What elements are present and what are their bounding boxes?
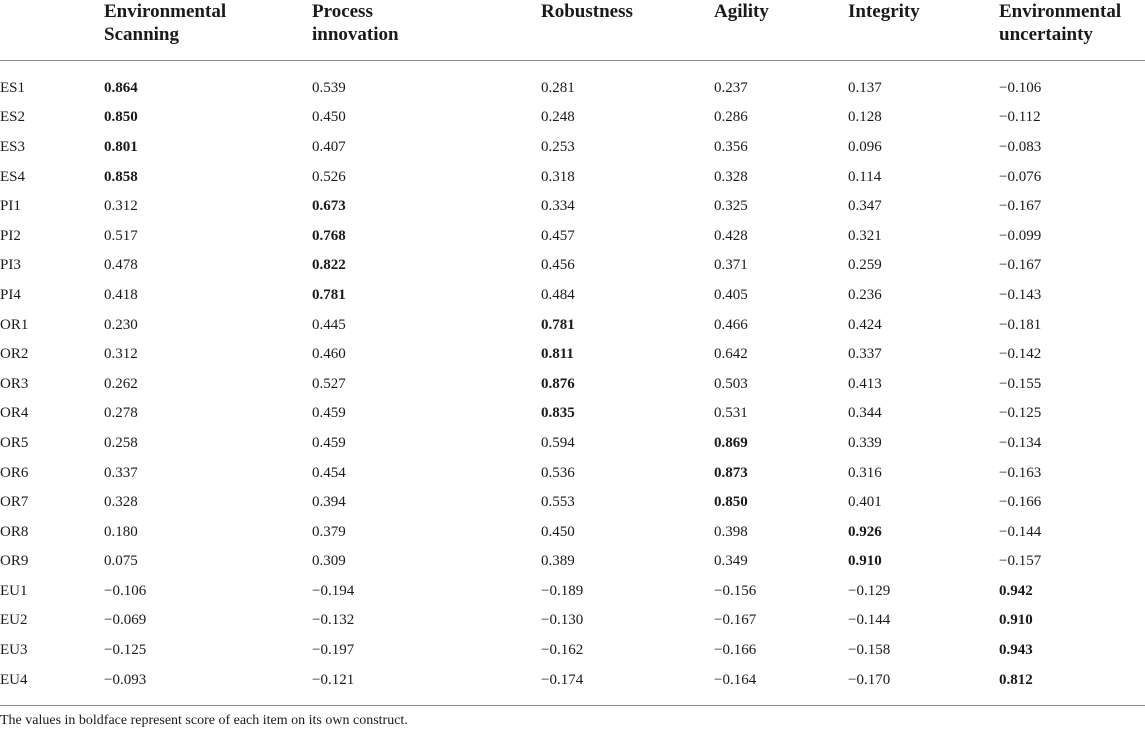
loading-cell: −0.164 bbox=[714, 671, 757, 688]
loading-cell: −0.144 bbox=[999, 523, 1042, 540]
item-label: OR7 bbox=[0, 494, 29, 511]
header-environmental-uncertainty: Environmental uncertainty bbox=[999, 0, 1145, 60]
item-label: EU1 bbox=[0, 582, 28, 599]
loading-cell: 0.942 bbox=[999, 582, 1033, 599]
item-label: OR2 bbox=[0, 346, 29, 363]
loading-cell: −0.181 bbox=[999, 316, 1042, 333]
loading-cell: −0.083 bbox=[999, 138, 1042, 155]
loading-cell: 0.379 bbox=[312, 523, 346, 540]
loading-cell: 0.869 bbox=[714, 434, 748, 451]
loading-cell: 0.768 bbox=[312, 227, 346, 244]
table-row bbox=[0, 547, 1145, 577]
loading-cell: 0.835 bbox=[541, 405, 575, 422]
loading-cell: 0.539 bbox=[312, 79, 346, 96]
loading-cell: −0.106 bbox=[999, 79, 1042, 96]
loading-cell: 0.457 bbox=[541, 227, 575, 244]
loading-cell: 0.318 bbox=[541, 168, 575, 185]
header-environmental-scanning: Environmental Scanning bbox=[104, 0, 312, 60]
spacer-row bbox=[0, 60, 1145, 74]
loading-cell: 0.594 bbox=[541, 434, 575, 451]
loading-cell: 0.328 bbox=[104, 494, 138, 511]
table-row bbox=[0, 133, 1145, 163]
loading-cell: 0.445 bbox=[312, 316, 346, 333]
loading-cell: 0.781 bbox=[541, 316, 575, 333]
loading-cell: −0.093 bbox=[104, 671, 147, 688]
loading-cell: 0.424 bbox=[848, 316, 882, 333]
table-row bbox=[0, 162, 1145, 192]
table-row bbox=[0, 488, 1145, 518]
table-row bbox=[0, 74, 1145, 104]
loading-cell: 0.673 bbox=[312, 198, 346, 215]
loading-cell: 0.450 bbox=[312, 109, 346, 126]
loading-cell: 0.328 bbox=[714, 168, 748, 185]
loading-cell: 0.180 bbox=[104, 523, 138, 540]
loading-cell: 0.517 bbox=[104, 227, 138, 244]
loading-cell: 0.405 bbox=[714, 286, 748, 303]
loading-cell: −0.129 bbox=[848, 582, 891, 599]
item-label: OR9 bbox=[0, 553, 29, 570]
item-label: ES1 bbox=[0, 79, 26, 96]
table-row bbox=[0, 636, 1145, 666]
loading-cell: −0.163 bbox=[999, 464, 1042, 481]
item-label: OR5 bbox=[0, 434, 29, 451]
loading-cell: 0.876 bbox=[541, 375, 575, 392]
item-label: OR6 bbox=[0, 464, 29, 481]
loading-cell: 0.822 bbox=[312, 257, 346, 274]
loading-cell: −0.158 bbox=[848, 642, 891, 659]
loading-cell: 0.413 bbox=[848, 375, 882, 392]
loading-cell: −0.167 bbox=[999, 198, 1042, 215]
loading-cell: 0.858 bbox=[104, 168, 138, 185]
table-footnote: The values in boldface represent score of each item on its own construct. bbox=[0, 713, 408, 728]
table-row bbox=[0, 340, 1145, 370]
loading-cell: 0.407 bbox=[312, 138, 346, 155]
loading-cell: −0.170 bbox=[848, 671, 891, 688]
loading-cell: 0.503 bbox=[714, 375, 748, 392]
loading-cell: 0.349 bbox=[714, 553, 748, 570]
loading-cell: −0.121 bbox=[312, 671, 355, 688]
table-row bbox=[0, 281, 1145, 311]
loading-cell: −0.167 bbox=[714, 612, 757, 629]
header-row bbox=[0, 0, 1145, 60]
loading-cell: −0.099 bbox=[999, 227, 1042, 244]
loading-cell: −0.134 bbox=[999, 434, 1042, 451]
loading-cell: 0.526 bbox=[312, 168, 346, 185]
loading-cell: 0.337 bbox=[104, 464, 138, 481]
table-row bbox=[0, 665, 1145, 695]
loading-cell: 0.347 bbox=[848, 198, 882, 215]
loading-cell: 0.527 bbox=[312, 375, 346, 392]
loading-cell: 0.536 bbox=[541, 464, 575, 481]
loading-cell: 0.248 bbox=[541, 109, 575, 126]
loading-cell: 0.553 bbox=[541, 494, 575, 511]
loading-cell: 0.316 bbox=[848, 464, 882, 481]
bottom-rule bbox=[0, 705, 1145, 706]
loading-cell: 0.873 bbox=[714, 464, 748, 481]
loading-cell: 0.418 bbox=[104, 286, 138, 303]
table-row bbox=[0, 369, 1145, 399]
loading-cell: −0.174 bbox=[541, 671, 584, 688]
loading-cell: 0.321 bbox=[848, 227, 882, 244]
table-row bbox=[0, 251, 1145, 281]
loading-cell: 0.484 bbox=[541, 286, 575, 303]
loading-cell: −0.197 bbox=[312, 642, 355, 659]
loading-cell: 0.312 bbox=[104, 346, 138, 363]
item-label: EU3 bbox=[0, 642, 28, 659]
loading-cell: −0.125 bbox=[104, 642, 147, 659]
loading-cell: −0.132 bbox=[312, 612, 355, 629]
loading-cell: 0.460 bbox=[312, 346, 346, 363]
table-row bbox=[0, 517, 1145, 547]
header-integrity: Integrity bbox=[848, 0, 999, 60]
item-label: PI3 bbox=[0, 257, 21, 274]
loading-cell: 0.459 bbox=[312, 434, 346, 451]
item-label: OR3 bbox=[0, 375, 29, 392]
table-row bbox=[0, 192, 1145, 222]
loading-cell: −0.189 bbox=[541, 582, 584, 599]
loading-cell: 0.258 bbox=[104, 434, 138, 451]
item-label: PI2 bbox=[0, 227, 21, 244]
loading-cell: 0.356 bbox=[714, 138, 748, 155]
header-agility: Agility bbox=[714, 0, 848, 60]
loading-cell: −0.106 bbox=[104, 582, 147, 599]
loading-cell: 0.371 bbox=[714, 257, 748, 274]
item-label: ES2 bbox=[0, 109, 26, 126]
loading-cell: 0.137 bbox=[848, 79, 882, 96]
loading-cell: 0.801 bbox=[104, 138, 138, 155]
table-row bbox=[0, 606, 1145, 636]
loading-cell: 0.337 bbox=[848, 346, 882, 363]
loading-cell: 0.114 bbox=[848, 168, 882, 185]
loading-cell: −0.125 bbox=[999, 405, 1042, 422]
loading-cell: 0.128 bbox=[848, 109, 882, 126]
loading-cell: 0.262 bbox=[104, 375, 138, 392]
item-label: PI1 bbox=[0, 198, 21, 215]
item-label: PI4 bbox=[0, 286, 21, 303]
loading-cell: −0.155 bbox=[999, 375, 1042, 392]
loading-cell: −0.076 bbox=[999, 168, 1042, 185]
loading-cell: 0.850 bbox=[714, 494, 748, 511]
loading-cell: 0.325 bbox=[714, 198, 748, 215]
loading-cell: 0.864 bbox=[104, 79, 138, 96]
loading-cell: 0.478 bbox=[104, 257, 138, 274]
item-label: OR4 bbox=[0, 405, 29, 422]
item-label: EU2 bbox=[0, 612, 28, 629]
loading-cell: 0.781 bbox=[312, 286, 346, 303]
item-label: ES3 bbox=[0, 138, 26, 155]
table-row bbox=[0, 221, 1145, 251]
loading-cell: 0.910 bbox=[848, 553, 882, 570]
loading-cell: 0.236 bbox=[848, 286, 882, 303]
loading-cell: 0.812 bbox=[999, 671, 1033, 688]
loading-cell: −0.194 bbox=[312, 582, 355, 599]
loading-cell: 0.309 bbox=[312, 553, 346, 570]
loading-cell: 0.466 bbox=[714, 316, 748, 333]
loading-cell: −0.143 bbox=[999, 286, 1042, 303]
loading-cell: −0.142 bbox=[999, 346, 1042, 363]
loading-cell: −0.166 bbox=[714, 642, 757, 659]
header-process-innovation: Process innovation bbox=[312, 0, 541, 60]
loading-cell: 0.281 bbox=[541, 79, 575, 96]
loading-cell: 0.459 bbox=[312, 405, 346, 422]
loading-cell: 0.531 bbox=[714, 405, 748, 422]
loading-cell: 0.850 bbox=[104, 109, 138, 126]
loading-cell: 0.312 bbox=[104, 198, 138, 215]
loading-cell: 0.096 bbox=[848, 138, 882, 155]
loading-cell: −0.156 bbox=[714, 582, 757, 599]
loading-cell: 0.278 bbox=[104, 405, 138, 422]
loading-cell: 0.401 bbox=[848, 494, 882, 511]
table-row bbox=[0, 577, 1145, 607]
loading-cell: 0.454 bbox=[312, 464, 346, 481]
loading-cell: 0.811 bbox=[541, 346, 574, 363]
loading-cell: 0.910 bbox=[999, 612, 1033, 629]
loading-cell: 0.394 bbox=[312, 494, 346, 511]
loading-cell: 0.339 bbox=[848, 434, 882, 451]
loading-cell: −0.167 bbox=[999, 257, 1042, 274]
loading-cell: 0.230 bbox=[104, 316, 138, 333]
header-item bbox=[0, 0, 104, 60]
table-row bbox=[0, 310, 1145, 340]
loading-cell: 0.075 bbox=[104, 553, 138, 570]
loading-cell: −0.157 bbox=[999, 553, 1042, 570]
loading-cell: −0.069 bbox=[104, 612, 147, 629]
table-row bbox=[0, 103, 1145, 133]
loading-cell: 0.456 bbox=[541, 257, 575, 274]
item-label: OR1 bbox=[0, 316, 29, 333]
loading-cell: 0.926 bbox=[848, 523, 882, 540]
loading-cell: 0.237 bbox=[714, 79, 748, 96]
table-body bbox=[0, 60, 1145, 695]
loading-cell: 0.253 bbox=[541, 138, 575, 155]
item-label: EU4 bbox=[0, 671, 28, 688]
loading-cell: −0.144 bbox=[848, 612, 891, 629]
loading-cell: 0.334 bbox=[541, 198, 575, 215]
loading-cell: 0.642 bbox=[714, 346, 748, 363]
loading-cell: 0.398 bbox=[714, 523, 748, 540]
loading-cell: −0.166 bbox=[999, 494, 1042, 511]
loading-cell: −0.162 bbox=[541, 642, 584, 659]
loading-cell: 0.259 bbox=[848, 257, 882, 274]
loading-cell: 0.428 bbox=[714, 227, 748, 244]
loading-cell: −0.130 bbox=[541, 612, 584, 629]
item-label: ES4 bbox=[0, 168, 26, 185]
loading-cell: −0.112 bbox=[999, 109, 1041, 126]
loading-cell: 0.389 bbox=[541, 553, 575, 570]
loading-cell: 0.943 bbox=[999, 642, 1033, 659]
loading-cell: 0.286 bbox=[714, 109, 748, 126]
table-row bbox=[0, 429, 1145, 459]
header-robustness: Robustness bbox=[541, 0, 714, 60]
table-row bbox=[0, 458, 1145, 488]
loading-cell: 0.344 bbox=[848, 405, 882, 422]
item-label: OR8 bbox=[0, 523, 29, 540]
table-row bbox=[0, 399, 1145, 429]
loading-cell: 0.450 bbox=[541, 523, 575, 540]
